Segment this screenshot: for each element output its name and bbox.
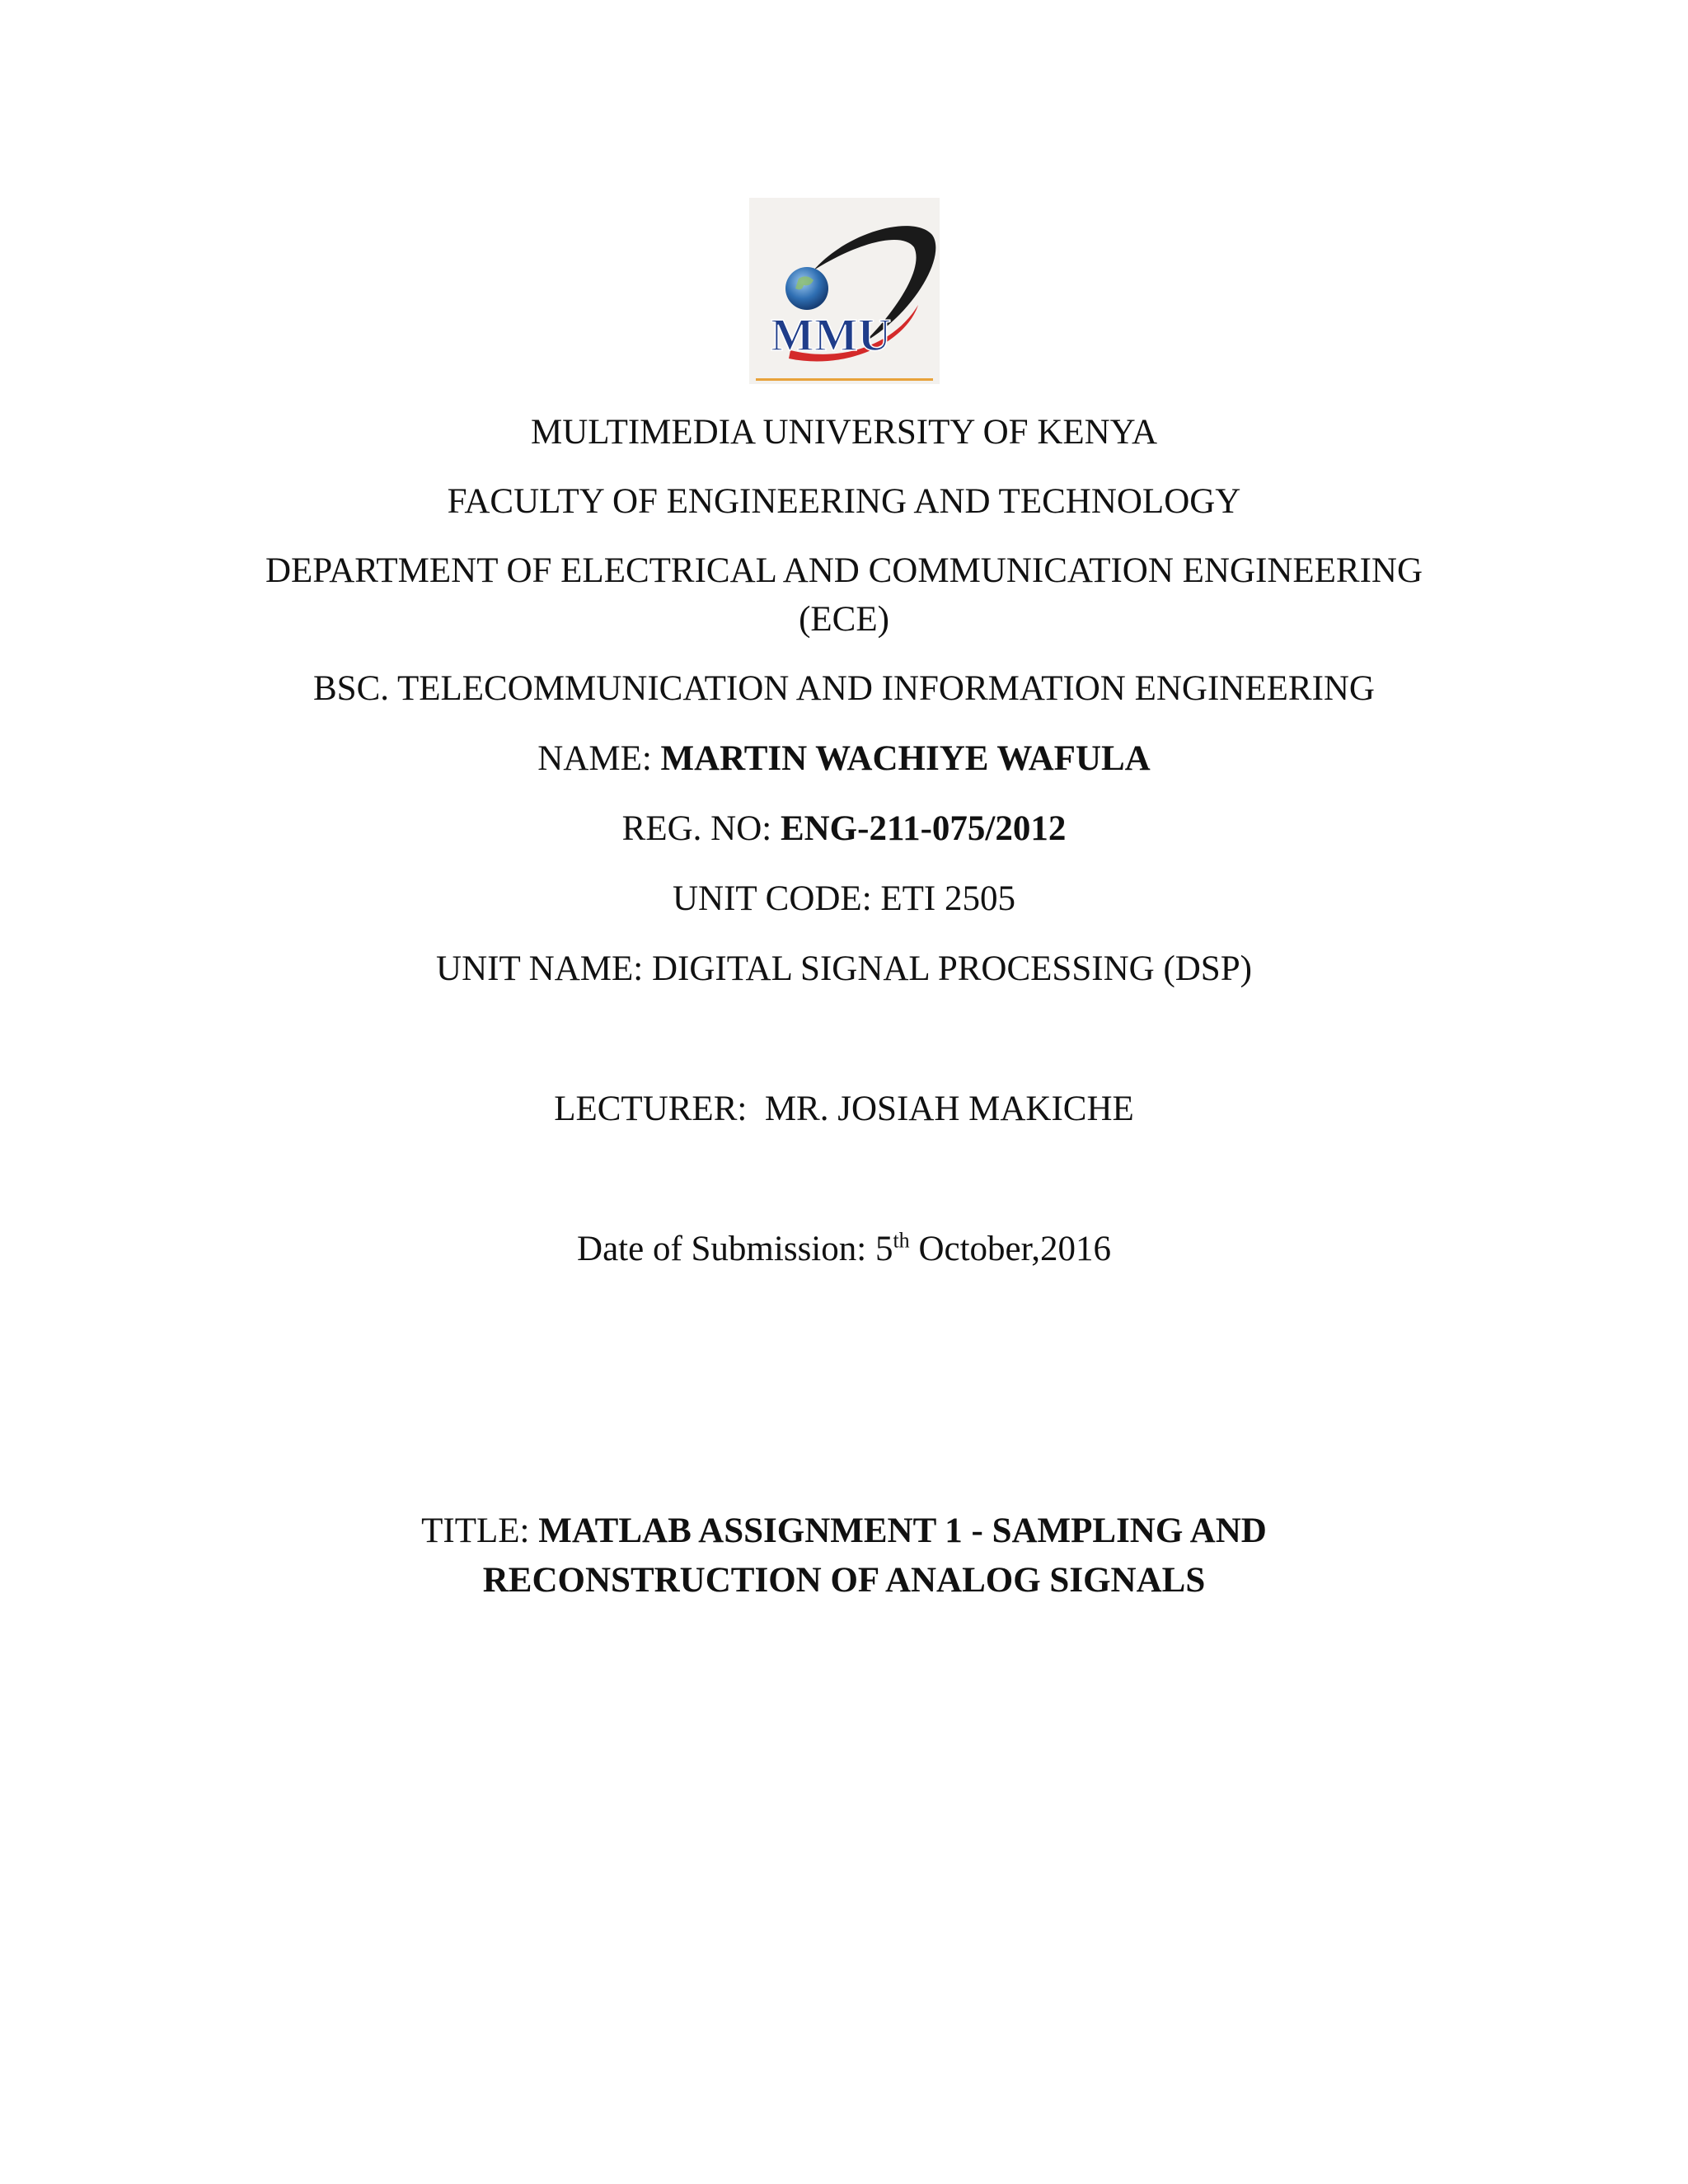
title-line-2 bbox=[0, 1556, 1688, 1605]
faculty-name: FACULTY OF ENGINEERING AND TECHNOLOGY bbox=[447, 482, 1241, 521]
university-name: MULTIMEDIA UNIVERSITY OF KENYA bbox=[530, 413, 1158, 452]
logo-wordmark: MMU bbox=[771, 310, 892, 361]
title-line-1 bbox=[0, 1507, 1688, 1556]
registration-line bbox=[0, 804, 1688, 854]
lecturer-line bbox=[0, 1085, 1688, 1134]
student-name-label: NAME: bbox=[537, 739, 661, 778]
program-name: BSC. TELECOMMUNICATION AND INFORMATION ENGINEERING bbox=[312, 669, 1375, 708]
submission-date-line bbox=[0, 1225, 1688, 1274]
title-text-1: MATLAB ASSIGNMENT 1 - SAMPLING AND bbox=[538, 1511, 1267, 1550]
unit-name: UNIT NAME: DIGITAL SIGNAL PROCESSING (DSP) bbox=[436, 949, 1252, 988]
mmu-logo-graphic bbox=[749, 198, 940, 384]
submission-day: 5 bbox=[874, 1230, 893, 1268]
registration-label: REG. NO: bbox=[621, 809, 781, 848]
department-name: DEPARTMENT OF ELECTRICAL AND COMMUNICATION ENGINEERING bbox=[265, 551, 1423, 590]
student-name-line bbox=[0, 734, 1688, 784]
title-label: TITLE: bbox=[421, 1511, 539, 1550]
submission-label: Date of Submission: bbox=[577, 1230, 875, 1268]
registration-number: ENG-211-075/2012 bbox=[780, 809, 1067, 848]
submission-month-year: October,2016 bbox=[909, 1230, 1111, 1268]
title-text-2: RECONSTRUCTION OF ANALOG SIGNALS bbox=[482, 1561, 1206, 1600]
student-name: MARTIN WACHIYE WAFULA bbox=[660, 739, 1151, 778]
unit-code: UNIT CODE: ETI 2505 bbox=[672, 879, 1016, 918]
lecturer: LECTURER: MR. JOSIAH MAKICHE bbox=[554, 1090, 1134, 1128]
submission-day-suffix: th bbox=[893, 1228, 910, 1253]
department-abbreviation: (ECE) bbox=[799, 600, 889, 639]
university-logo bbox=[749, 198, 940, 384]
